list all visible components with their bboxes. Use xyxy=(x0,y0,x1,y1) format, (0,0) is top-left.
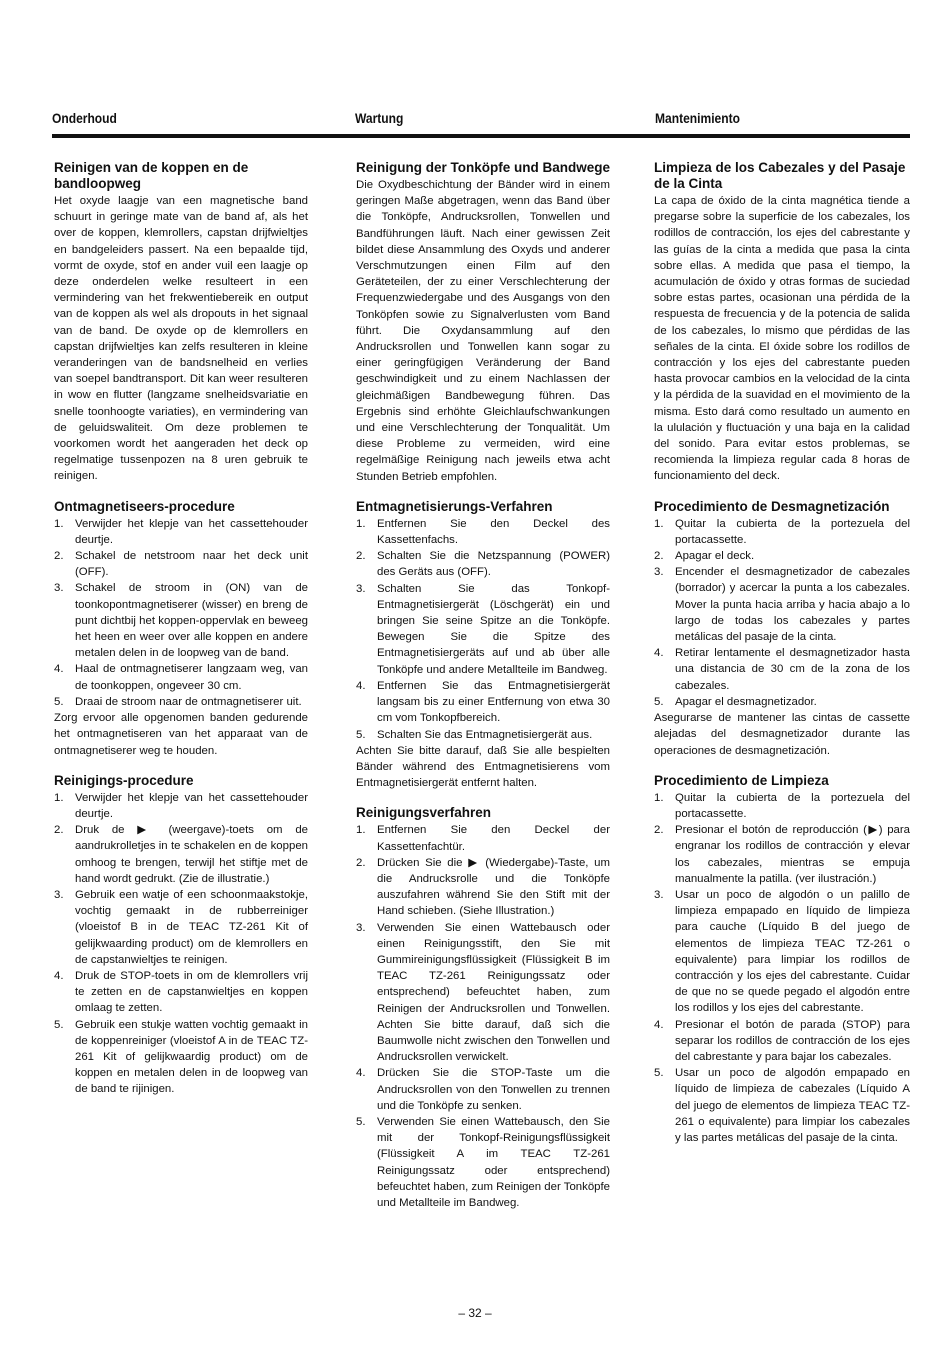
step-number: 5. xyxy=(654,1067,664,1080)
step-text: Schalten Sie die Netzspannung (POWER) des Geräts aus (OFF). xyxy=(377,550,610,579)
step-text: Gebruik een watje of een schoonmaakstokje, vochtig gemaakt in de rubberreiniger (vloeistof B in de TEAC TZ-261 Kit of gelijkwaarding product) om de klemrollers en de capstanwieltjes te reinigen. xyxy=(75,888,308,966)
list-item xyxy=(54,516,308,548)
step-number: 1. xyxy=(654,517,664,530)
header-title-spanish: Mantenimiento xyxy=(655,110,740,126)
step-number: 2. xyxy=(54,824,64,837)
step-text: Haal de ontmagnetiserer langzaam weg, van de toonkoppen, ongeveer 30 cm. xyxy=(75,663,308,692)
section-note: Asegurarse de mantener las cintas de cassette alejadas del desmagnetizador durante las operaciones de desmagnetización. xyxy=(654,712,910,757)
list-item xyxy=(54,822,308,887)
section-body: Het oxyde laagje van een magnetische band schuurt in geringe mate van de band af, als het over de koppen, klemrollers, capstan drijfwieltjes en bandgeleiders passert. Na een bepaalde tijd, vormt de oxyde, stof en ander vuil een laagje op deze onderdelen welke resulteert in een vermindering van het frekwentiebereik en output van de koppen als wel als dropouts in het signaal van de band. De oxyde op de klemrollers en capstan drijfwieltjes kan zelfs resulteren in kleine veranderingen van de bandsnelheid en verlies van soepel bandtransport. Dit kan weer resulteren in wow en flutter (langzame snelheidsvariatie en snelle toonhoogte variaties), en vermindering van de geluidswaliteit. Om deze problemen te voorkomen wordt het aangeraden het deck op regelmatige tussenpozen na 8 uren gebruik te reinigen. xyxy=(54,195,308,483)
step-list xyxy=(54,516,308,710)
step-text: Verwenden Sie einen Wattebausch, den Sie mit der Tonkopf-Reinigungsflüssigkeit (Flüssigkeit A im TEAC TZ-261 Reinigungssatz oder entsprechend) befeuchtet haben, zum Reinigen der Tonköpfe und Metallteile im Bandweg. xyxy=(377,1115,610,1209)
column-german xyxy=(356,160,610,1225)
section-cleaning-heads xyxy=(356,160,610,485)
step-number: 2. xyxy=(356,856,366,869)
step-number: 3. xyxy=(654,888,664,901)
list-item xyxy=(356,1065,610,1114)
step-number: 4. xyxy=(654,1018,664,1031)
step-text: Presionar el botón de reproducción (▶) para engranar los rodillos de contracción y elevar los cabezales, mientras se empuja manualmente la patilla. (ver ilustración.) xyxy=(675,824,910,885)
step-text: Encender el desmagnetizador de cabezales (borrador) y acercar la punta a los cabezales. Mover la punta hacia arriba y hacia abajo a lo largo de todas los cabezales y partes metálicas del pasaje de la cinta. xyxy=(675,566,910,644)
list-item xyxy=(54,548,308,580)
step-text: Verwenden Sie einen Wattebausch oder einen Reinigungsstift, den Sie mit Gummireinigungsflüssigkeit (Flüssigkeit B im TEAC TZ-261 Reinigungssatz oder entsprechend) befeuchtet haben, zum Reinigen der Andrucksrollen und Tonwellen. Achten Sie bitte darauf, daß sich die Baumwolle nicht zwischen den Tonwellen und Andrucksrollen verwickelt. xyxy=(377,921,610,1064)
list-item xyxy=(356,581,610,678)
step-list xyxy=(654,790,910,1146)
section-cleaning-heads xyxy=(654,160,910,485)
section-cleaning-heads xyxy=(54,160,308,485)
list-item xyxy=(54,887,308,968)
step-text: Quitar la cubierta de la portezuela del portacassette. xyxy=(675,517,910,546)
list-item xyxy=(654,790,910,822)
step-text: Schalten Sie das Tonkopf-Entmagnetisiergerät (Löschgerät) ein und bringen Sie seine Spitze an die Tonköpfe. Bewegen Sie die Spitze des Entmagnetisiergeräts auf und ab über alle Tonköpfe und andere Metallteile im Bandweg. xyxy=(377,582,610,676)
section-demagnetizing xyxy=(54,499,308,759)
section-title: Procedimiento de Desmagnetización xyxy=(654,498,890,514)
list-item xyxy=(356,727,610,743)
list-item xyxy=(654,548,910,564)
step-number: 2. xyxy=(54,550,64,563)
step-text: Quitar la cubierta de la portezuela del portacassette. xyxy=(675,791,910,820)
step-number: 3. xyxy=(54,582,64,595)
list-item xyxy=(654,822,910,887)
section-title: Reinigings-procedure xyxy=(54,772,194,788)
step-number: 4. xyxy=(356,1067,366,1080)
list-item xyxy=(54,694,308,710)
step-number: 3. xyxy=(356,921,366,934)
list-item xyxy=(54,790,308,822)
list-item xyxy=(654,645,910,694)
section-cleaning-procedure xyxy=(54,773,308,1098)
section-body: La capa de óxido de la cinta magnética tiende a pregarse sobre la superficie de los cabezales, los rodillos de contracción, los ejes del cabrestante y las guías de la cinta a medida que pasa la cinta sobre ellas. A medida que pasa el tiempo, la acumulación de óxido y otras formas de suciedad sobre estas partes, ocasionan una pérdida de la respuesta de frecuencia y de la potencia de salida de los cabezales, lo mismo que pérdidas de las señales de la cinta. El óxide sobre los rodillos de contracción y los ejes del cabrestante pueden hasta provocar cambios en la velocidad de la cinta y la pérdida de la suavidad en el movimiento de la misma. Esto dará como resultado un aumento en la ululación y fluctuación y una baja en la calidad del sonido. Para evitar estos problemas, se recomienda la limpieza regular cada 8 horas de funcionamiento del deck. xyxy=(654,195,910,483)
step-list xyxy=(654,516,910,710)
column-dutch xyxy=(54,160,308,1112)
section-note: Zorg ervoor alle opgenomen banden gedurende het ontmagnetiseren van het apparaat van de ontmagnetiserer weg te houden. xyxy=(54,712,308,757)
step-text: Drücken Sie die ▶ (Wiedergabe)-Taste, um die Andrucksrolle und die Tonköpfe auszufahren während Sie den Stift mit der Hand schieben. (Siehe Illustration.) xyxy=(377,856,610,918)
step-text: Schakel de netstroom naar het deck unit (OFF). xyxy=(75,550,308,579)
step-text: Presionar el botón de parada (STOP) para separar los rodillos de contracción de los ejes del cabrestante y para bajar los cabezales. xyxy=(675,1018,910,1063)
step-text: Retirar lentamente el desmagnetizador hasta una distancia de 30 cm de la zona de los cabezales. xyxy=(675,647,910,692)
list-item xyxy=(654,564,910,645)
step-text: Schalten Sie das Entmagnetisiergerät aus. xyxy=(377,728,593,741)
step-number: 1. xyxy=(356,517,366,530)
step-number: 4. xyxy=(356,679,366,692)
section-title: Procedimiento de Limpieza xyxy=(654,772,829,788)
section-title: Reinigungsverfahren xyxy=(356,805,492,821)
step-number: 5. xyxy=(356,728,366,741)
list-item xyxy=(54,968,308,1017)
list-item xyxy=(356,1114,610,1211)
step-number: 2. xyxy=(654,824,664,837)
step-text: Verwijder het klepje van het cassettehouder deurtje. xyxy=(75,517,308,546)
step-text: Druk de ▶ (weergave)-toets om de aandrukrolletjes in te schakelen en de koppen omhoog te brengen, terwijl het stiftje met de hand wordt gedrukt. (Zie de illustratie.) xyxy=(75,824,308,885)
step-text: Entfernen Sie den Deckel des Kassettenfachs. xyxy=(377,517,610,547)
step-text: Entfernen Sie das Entmagnetisiergerät langsam bis zu einer Entfernung von etwa 30 cm vom Tonkopfbereich. xyxy=(377,679,610,725)
section-demagnetizing xyxy=(356,499,610,791)
step-text: Entfernen Sie den Deckel der Kassettenfachtür. xyxy=(377,824,610,853)
step-number: 3. xyxy=(54,888,64,901)
list-item xyxy=(54,580,308,661)
step-list xyxy=(356,822,610,1211)
step-number: 1. xyxy=(654,791,664,804)
list-item xyxy=(356,920,610,1066)
list-item xyxy=(54,661,308,693)
list-item xyxy=(356,678,610,727)
list-item xyxy=(654,887,910,1017)
step-text: Verwijder het klepje van het cassettehouder deurtje. xyxy=(75,791,308,820)
section-demagnetizing xyxy=(654,499,910,759)
step-list xyxy=(356,516,610,743)
header-rule xyxy=(52,134,910,138)
step-number: 3. xyxy=(654,566,664,579)
step-text: Draai de stroom naar de ontmagnetiserer uit. xyxy=(75,695,302,708)
section-title: Reinigen van de koppen en de bandloopweg xyxy=(54,160,249,191)
step-list xyxy=(54,790,308,1098)
step-number: 3. xyxy=(356,582,366,595)
step-number: 5. xyxy=(54,695,64,708)
page-header xyxy=(52,110,910,134)
list-item xyxy=(654,1065,910,1146)
section-title: Reinigung der Tonköpfe und Bandwege xyxy=(356,160,610,175)
list-item xyxy=(356,516,610,548)
step-text: Drücken Sie die STOP-Taste um die Andrucksrollen von den Tonwellen zu trennen und die Tonköpfe zu senken. xyxy=(377,1067,610,1112)
step-text: Usar un poco de algodón empapado en líquido de limpieza de cabezales (Líquido A del juego de elementos de limpieza TEAC TZ-261 o equivalente) para limpiar los cabezales y las partes metálicas del pasaje de la cinta. xyxy=(675,1067,910,1144)
section-cleaning-procedure xyxy=(356,805,610,1211)
section-note: Achten Sie bitte darauf, daß Sie alle bespielten Bänder während des Entmagnetisierens vom Entmagnetisiergerät entfernt halten. xyxy=(356,744,610,790)
step-number: 1. xyxy=(54,517,64,530)
list-item xyxy=(356,548,610,580)
section-title: Limpieza de los Cabezales y del Pasaje de la Cinta xyxy=(654,160,906,191)
list-item xyxy=(654,1017,910,1066)
step-text: Schakel de stroom in (ON) van de toonkopontmagnetiserer (wisser) en breng de punt dichtbij het koppen-oppervlak en beweeg het heen en weer over alle koppen en andere metalen delen in de loopweg van de band. xyxy=(75,582,308,660)
step-number: 4. xyxy=(54,969,64,982)
header-title-german: Wartung xyxy=(355,110,404,126)
section-cleaning-procedure xyxy=(654,773,910,1146)
list-item xyxy=(654,516,910,548)
step-number: 2. xyxy=(356,550,366,563)
column-spanish xyxy=(654,160,910,1160)
list-item xyxy=(356,855,610,920)
step-number: 4. xyxy=(654,647,664,660)
list-item xyxy=(654,694,910,710)
step-number: 4. xyxy=(54,663,64,676)
step-text: Druk de STOP-toets in om de klemrollers vrij te zetten en de capstanwieltjes en koppen omlaag te zetten. xyxy=(75,969,308,1015)
section-body: Die Oxydbeschichtung der Bänder wird in einem geringen Maße abgetragen, wenn das Band über die Tonköpfe, Andrucksrollen, Tonwellen und Bandführungen läuft. Nach einer gewissen Zeit bildet diese Ansammlung des Oxyds und anderer Verschmutzungen einen Film auf den Geräteteilen, der zu einer Verschlechterung der Frequenzwiedergabe und des Ausgangs von den Tonköpfen sowie zu Signalverlusten vom Band führt. Die Oxydansammlung auf den Andrucksrollen und Tonwellen kann sogar zu einer geringfügigen Veränderung der Band geschwindigkeit und zu einem Nachlassen der gleichmäßigen Bandbewegung führen. Das Ergebnis sind erhöhte Gleichlaufschwankungen und eine Verschlechterung der Tonqualität. Um diese Probleme zu vermeiden, wird eine regelmäßige Reinigung nach jeweils etwa acht Stunden Betrieb empfohlen. xyxy=(356,179,610,483)
step-text: Gebruik een stukje watten vochtig gemaakt in de koppenreiniger (vloeistof A in de TEAC TZ-261 Kit of gelijkwaardig product) om de koppen en metalen delen in de loopweg van de band te rijinigen. xyxy=(75,1018,308,1096)
step-number: 5. xyxy=(654,695,664,708)
page-number: – 32 – xyxy=(458,1306,492,1320)
step-text: Usar un poco de algodón o un palillo de limpieza empapado en líquido de limpieza para cauche (Líquido B del juego de elementos de limpieza TEAC TZ-261 o equivalente) para limpiar los rodillos de contracción y los ejes del cabrestante. Cuidar de que no se quede pegado el algodón entre los rodillos y los ejes del cabrestante. xyxy=(675,888,910,1015)
section-title: Entmagnetisierungs-Verfahren xyxy=(356,498,553,514)
step-text: Apagar el deck. xyxy=(675,550,755,563)
step-number: 5. xyxy=(356,1115,366,1128)
header-title-dutch: Onderhoud xyxy=(52,110,117,126)
step-number: 2. xyxy=(654,550,664,563)
step-text: Apagar el desmagnetizador. xyxy=(675,695,817,708)
list-item xyxy=(356,822,610,854)
step-number: 1. xyxy=(54,791,64,804)
step-number: 1. xyxy=(356,824,366,837)
list-item xyxy=(54,1017,308,1098)
step-number: 5. xyxy=(54,1018,64,1031)
section-title: Ontmagnetiseers-procedure xyxy=(54,498,235,514)
